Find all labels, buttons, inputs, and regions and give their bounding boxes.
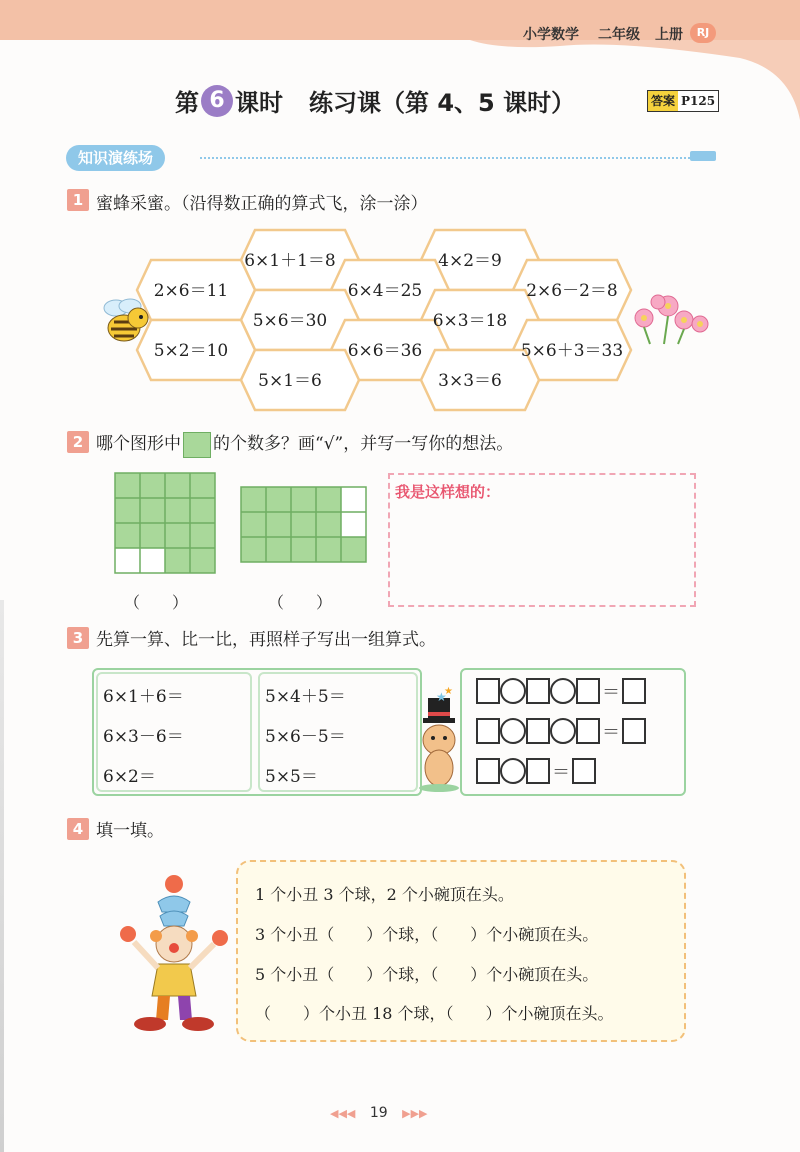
hex-label: 5×6＝30 [252, 311, 328, 331]
answer-label: 答案 [648, 91, 678, 111]
fill-line-3[interactable]: 5 个小丑（ ）个球，（ ）个小碗顶在头。 [255, 965, 599, 984]
page-footer [330, 1105, 428, 1121]
hex-label: 5×1＝6 [258, 371, 322, 391]
blank-circle[interactable] [550, 678, 576, 704]
hex-label: 4×2＝9 [438, 251, 502, 271]
equation-item: 5×4＋5＝ [265, 687, 346, 707]
lesson-prefix: 第 [175, 89, 199, 117]
hex-label: 2×6＝11 [153, 281, 229, 301]
blank-square[interactable] [622, 718, 646, 744]
blank-square[interactable] [576, 678, 600, 704]
question-number-4: 4 [67, 818, 89, 840]
blank-square[interactable] [576, 718, 600, 744]
question-3-text: 先算一算、比一比，再照样子写出一组算式。 [96, 630, 436, 650]
section-title: 知识演练场 [66, 145, 165, 171]
hex-label: 6×6＝36 [347, 341, 423, 361]
fill-line-1: 1 个小丑 3 个球，2 个小碗顶在头。 [255, 885, 514, 904]
blank-square[interactable] [476, 678, 500, 704]
header-subject: 小学数学 [523, 27, 579, 43]
question-number-3: 3 [67, 627, 89, 649]
flowers-icon [628, 290, 712, 346]
pattern-row-1 [476, 678, 646, 704]
equals-sign: ＝ [602, 722, 620, 743]
star-icon: ★ [436, 690, 447, 704]
thinking-label: 我是这样想的： [395, 483, 501, 501]
blank-square[interactable] [572, 758, 596, 784]
equation-item: 6×1＋6＝ [103, 687, 184, 707]
svg-text:★: ★ [444, 686, 453, 697]
blank-circle[interactable] [500, 678, 526, 704]
hex-label: 3×3＝6 [438, 371, 502, 391]
pattern-row-3 [476, 758, 596, 784]
blank-square[interactable] [526, 718, 550, 744]
question-2-text [96, 429, 513, 458]
blank-circle[interactable] [550, 718, 576, 744]
answer-reference [647, 90, 719, 112]
hex-label: 6×3＝18 [432, 311, 508, 331]
lesson-name: 练习课（第 4、5 课时） [309, 89, 576, 117]
question-4-text: 填一填。 [96, 821, 164, 841]
pencil-icon [690, 151, 716, 161]
answer-paren-a[interactable]: （ ） [124, 593, 189, 612]
blank-square[interactable] [526, 678, 550, 704]
blank-circle[interactable] [500, 718, 526, 744]
header-grade: 二年级 [598, 27, 640, 43]
hex-label: 6×4＝25 [347, 281, 423, 301]
question-2-text-after: 的个数多？画“√”，并写一写你的想法。 [213, 434, 514, 454]
bee-icon [98, 296, 154, 346]
equation-item: 6×2＝ [103, 767, 156, 787]
page-number: 19 [369, 1105, 388, 1121]
question-number-2: 2 [67, 431, 89, 453]
hex-label: 5×6＋3＝33 [520, 341, 624, 361]
fill-line-4[interactable]: （ ）个小丑 18 个球，（ ）个小碗顶在头。 [255, 1004, 614, 1023]
answer-page: P125 [678, 91, 718, 111]
green-square-icon [183, 432, 211, 458]
hex-label: 2×6－2＝8 [526, 281, 618, 301]
right-arrows-icon: ▶▶▶ [402, 1107, 428, 1120]
blank-square[interactable] [476, 758, 500, 784]
grid-figure-b [240, 486, 370, 564]
answer-paren-b[interactable]: （ ） [268, 593, 333, 612]
equals-sign: ＝ [552, 762, 570, 783]
honeycomb [95, 222, 715, 412]
page-edge-shadow [0, 600, 4, 1152]
blank-square[interactable] [476, 718, 500, 744]
equation-item: 6×3－6＝ [103, 727, 184, 747]
question-1-text: 蜜蜂采蜜。（沿得数正确的算式飞，涂一涂） [96, 194, 428, 214]
equals-sign: ＝ [602, 682, 620, 703]
lesson-suffix: 课时 [235, 89, 283, 117]
question-number-1: 1 [67, 189, 89, 211]
fill-line-2[interactable]: 3 个小丑（ ）个球，（ ）个小碗顶在头。 [255, 925, 599, 944]
hex-label: 6×1＋1＝8 [244, 251, 336, 271]
blank-circle[interactable] [500, 758, 526, 784]
blank-square[interactable] [622, 678, 646, 704]
clown-icon [118, 872, 228, 1032]
header-volume: 上册 [655, 27, 683, 43]
left-arrows-icon: ◀◀◀ [330, 1107, 356, 1120]
question-2-text-before: 哪个图形中 [96, 434, 181, 454]
equation-item: 5×6－5＝ [265, 727, 346, 747]
blank-square[interactable] [526, 758, 550, 784]
pattern-row-2 [476, 718, 646, 744]
grid-figure-a [114, 472, 218, 576]
lesson-title [175, 83, 575, 118]
section-divider [200, 157, 690, 159]
edition-badge: RJ [690, 23, 716, 43]
equation-item: 5×5＝ [265, 767, 318, 787]
lesson-number-badge: 6 [201, 85, 233, 117]
hex-label: 5×2＝10 [153, 341, 229, 361]
